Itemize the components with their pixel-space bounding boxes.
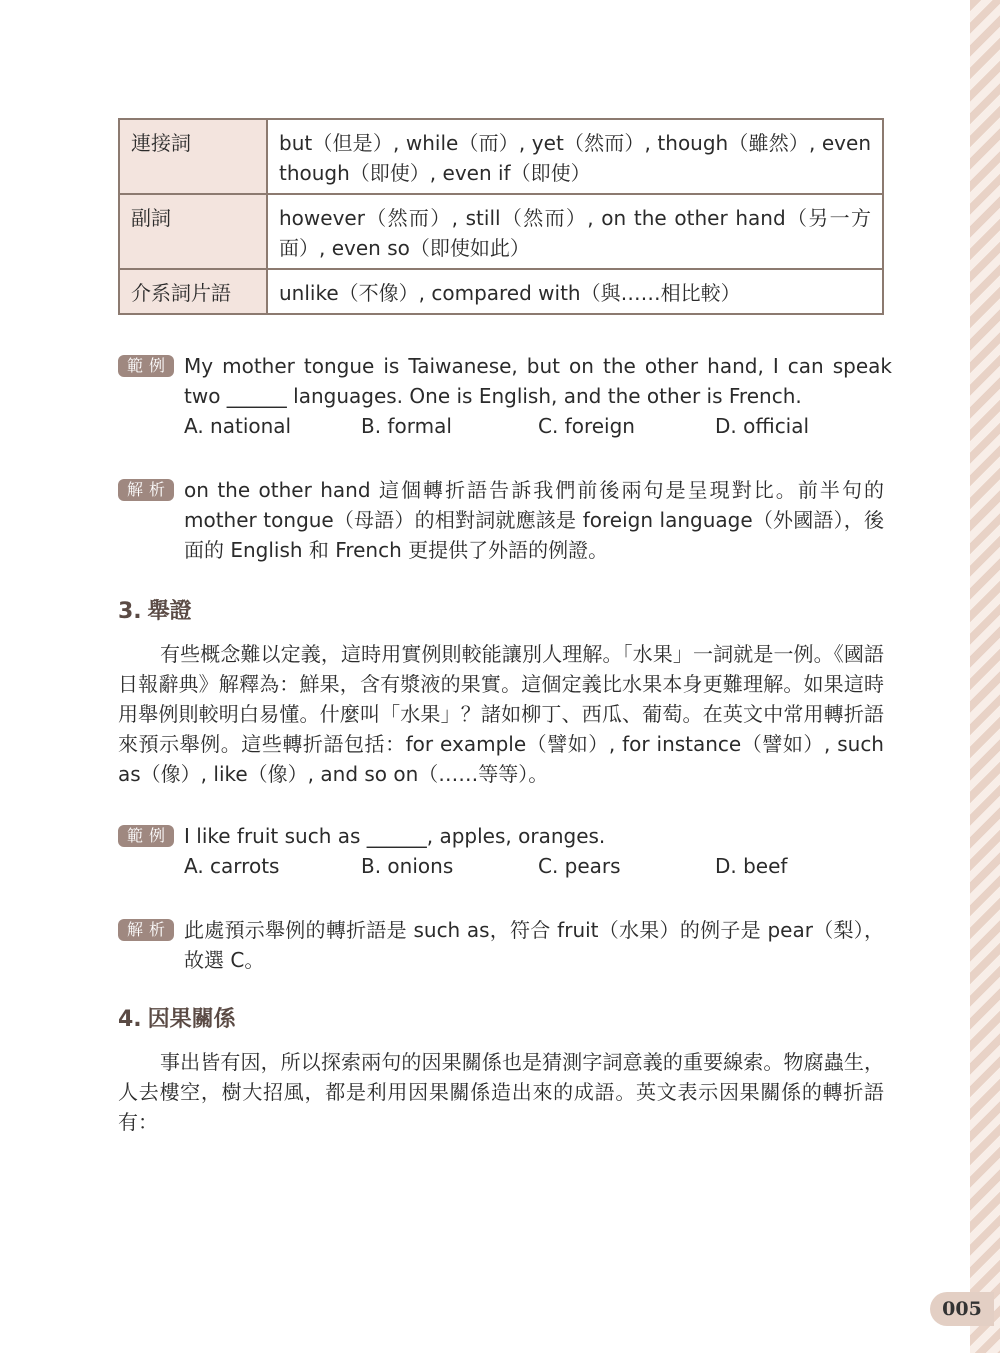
example-tag: 範例 xyxy=(118,825,174,847)
example-tag: 範例 xyxy=(118,355,174,377)
table-definition: but（但是）, while（而）, yet（然而）, though（雖然）, even though（即使）, even if（即使） xyxy=(267,119,883,194)
side-stripe-decoration xyxy=(970,0,1000,1353)
option-d: D. beef xyxy=(715,854,788,878)
section-number: 3. xyxy=(118,599,142,624)
section-number: 4. xyxy=(118,1007,142,1032)
table-row xyxy=(119,269,883,314)
option-a: A. national xyxy=(184,414,292,438)
answer-options xyxy=(184,851,892,881)
analysis-tag: 解析 xyxy=(118,919,174,941)
analysis-text: on the other hand 這個轉折語告訴我們前後兩句是呈現對比。前半句的 mother tongue（母語）的相對詞就應該是 foreign language（外國語），後面的 English 和 French 更提供了外語的例證。 xyxy=(184,478,884,562)
analysis-text: 此處預示舉例的轉折語是 such as，符合 fruit（水果）的例子是 pear（梨）， 故選 C。 xyxy=(184,918,884,972)
answer-options xyxy=(184,411,892,441)
page-content xyxy=(118,118,892,1137)
table-row xyxy=(119,119,883,194)
example-question: My mother tongue is Taiwanese, but on the other hand, I can speak two ______ languages. One is English, and the other is French. xyxy=(184,354,892,408)
table-definition: unlike（不像）, compared with（與……相比較） xyxy=(267,269,883,314)
section-paragraph: 有些概念難以定義，這時用實例則較能讓別人理解。「水果」一詞就是一例。《國語日報辭典》解釋為：鮮果，含有漿液的果實。這個定義比水果本身更難理解。如果這時用舉例則較明白易懂。什麼叫「水果」？諸如柳丁、西瓜、葡萄。在英文中常用轉折語來預示舉例。這些轉折語包括：for example（譬如）, for instance（譬如）, such as（像）, like（像）, and so on（……等等）。 xyxy=(118,642,884,786)
section-title: 舉證 xyxy=(147,599,192,624)
section-title: 因果關係 xyxy=(147,1007,236,1032)
analysis-tag: 解析 xyxy=(118,479,174,501)
example-block-1 xyxy=(118,351,892,441)
option-d: D. official xyxy=(715,414,810,438)
example-block-2 xyxy=(118,821,884,881)
analysis-block-1 xyxy=(118,475,884,565)
page-number: 005 xyxy=(930,1292,994,1326)
option-b: B. formal xyxy=(361,414,452,438)
table-term: 介系詞片語 xyxy=(119,269,267,314)
table-term: 副詞 xyxy=(119,194,267,269)
option-b: B. onions xyxy=(361,854,454,878)
table-row xyxy=(119,194,883,269)
conjunction-table xyxy=(118,118,884,315)
option-a: A. carrots xyxy=(184,854,280,878)
option-c: C. pears xyxy=(538,854,621,878)
section-heading-4 xyxy=(118,1005,884,1035)
section-heading-3 xyxy=(118,597,884,627)
option-c: C. foreign xyxy=(538,414,635,438)
example-question: I like fruit such as ______, apples, oranges. xyxy=(184,824,606,848)
table-term: 連接詞 xyxy=(119,119,267,194)
analysis-block-2 xyxy=(118,915,884,975)
section-paragraph: 事出皆有因，所以探索兩句的因果關係也是猜測字詞意義的重要線索。物腐蟲生，人去樓空，樹大招風，都是利用因果關係造出來的成語。英文表示因果關係的轉折語有： xyxy=(118,1050,884,1134)
table-definition: however（然而）, still（然而）, on the other hand（另一方面）, even so（即使如此） xyxy=(267,194,883,269)
